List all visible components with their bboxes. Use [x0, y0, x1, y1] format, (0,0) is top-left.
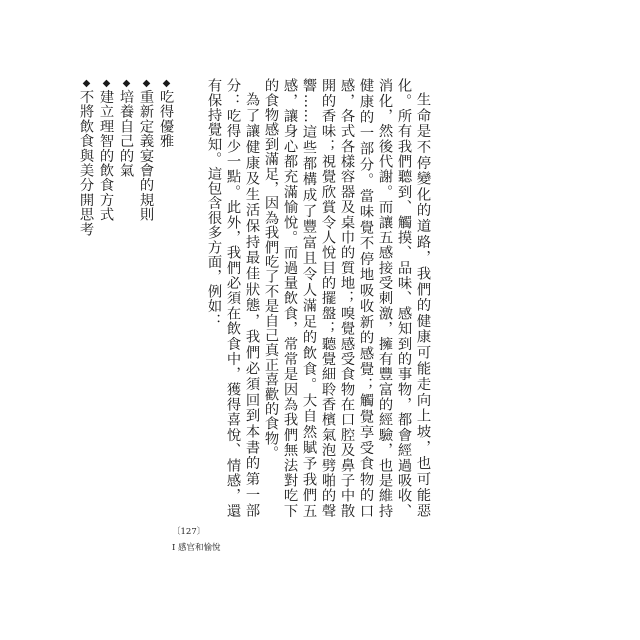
list-item-text: 重新定義宴會的規則 [138, 89, 154, 222]
list-item-text: 不將飲食與美分開思考 [78, 89, 94, 237]
list-item-text: 吃得優雅 [158, 89, 174, 149]
bullet-marker-icon: ◆ [121, 78, 132, 90]
bullet-marker-icon: ◆ [161, 78, 172, 90]
paragraph-2: 為了讓健康及生活保持最佳狀態，我們必須回到本書的第一部分：吃得少一點。此外，我們必須在飲食中，獲得喜悅、情感，還有保持覺知。這包含很多方面，例如： [206, 78, 260, 518]
page-number: 〔127〕 [172, 527, 206, 537]
bullet-marker-icon: ◆ [141, 78, 152, 90]
section-title: I 感官和愉悅 [172, 543, 221, 553]
bullet-list [76, 78, 176, 518]
paragraph-1: 生命是不停變化的道路，我們的健康可能走向上坡，也可能惡化。所有我們聽到、觸摸、品味、感知到的事物，都會經過吸收、消化，然後代謝。而讓五感接受刺激，擁有豐富的經驗，也是維持健康的一部分。當味覺不停地吸收新的感覺；觸覺享受食物的口感，各式各樣容器及桌巾的質地；嗅覺感受食物在口腔及鼻子中散開的香味；視覺欣賞令人悅目的擺盤；聽覺細聆香檳氣泡劈啪的聲響……這些都構成了豐富且令人滿足的飲食。大自然賦予我們五感，讓身心都充滿愉悅。而過量飲食，常常是因為我們無法對吃下的食物感到滿足，因為我們吃了不是自己真正喜歡的食物。 [263, 78, 431, 518]
list-item [76, 78, 96, 518]
list-item-text: 建立理智的飲食方式 [98, 89, 114, 222]
list-item [156, 78, 176, 518]
page-footer [172, 524, 221, 556]
list-item-text: 培養自己的氣 [118, 89, 134, 178]
list-item [116, 78, 136, 518]
body-text [76, 78, 432, 518]
bullet-marker-icon: ◆ [101, 78, 112, 90]
list-item [136, 78, 156, 518]
list-item [96, 78, 116, 518]
bullet-marker-icon: ◆ [81, 78, 92, 90]
